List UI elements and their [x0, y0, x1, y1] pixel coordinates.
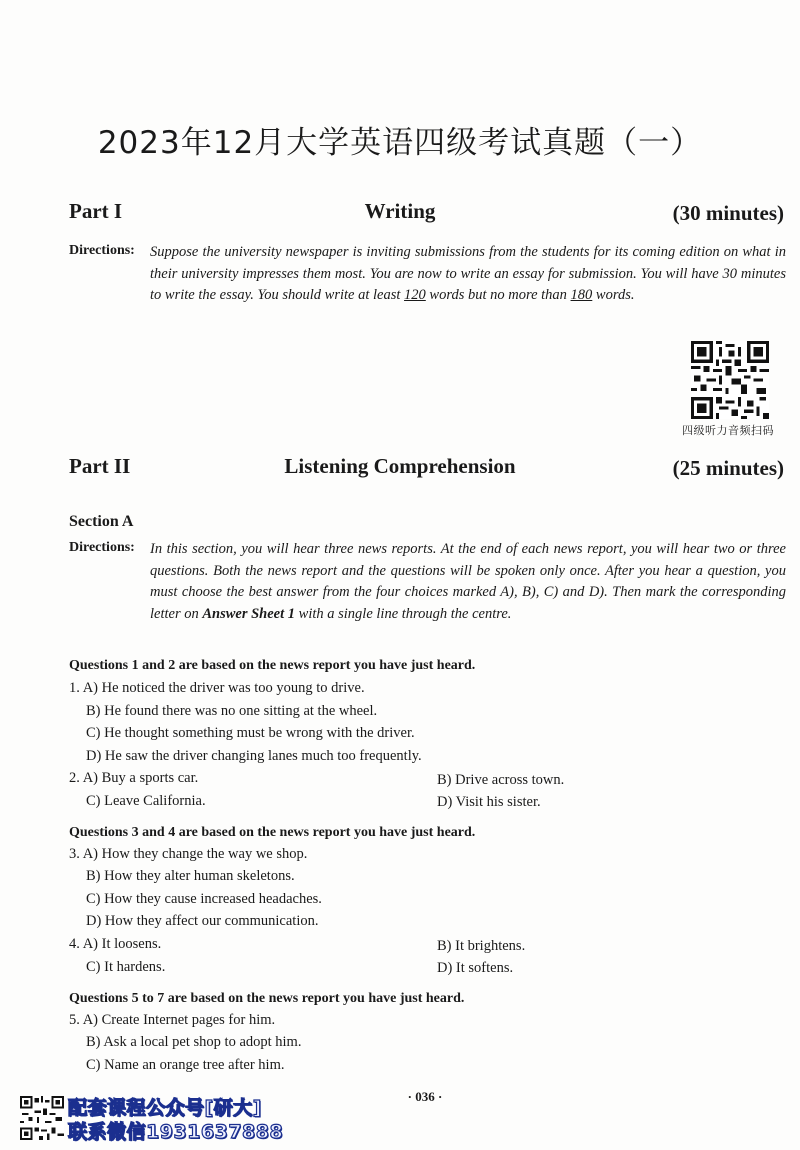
q3-option-b[interactable]: B) How they alter human skeletons. — [86, 868, 295, 884]
page-title: 2023年12月大学英语四级考试真题（一） — [97, 125, 703, 161]
part1-name: Writing — [364, 199, 436, 223]
q5-option-c[interactable]: C) Name an orange tree after him. — [86, 1057, 285, 1073]
question-group-heading: Questions 3 and 4 are based on the news report you have just heard. — [69, 825, 476, 840]
q5-option-b[interactable]: B) Ask a local pet shop to adopt him. — [86, 1034, 302, 1050]
qr-caption: 四级听力音频扫码 — [682, 424, 774, 437]
q5-option-a[interactable]: 5. A) Create Internet pages for him. — [69, 1012, 276, 1028]
part2-directions-text: In this section, you will hear three news reports. At the end of each news report, you will hear two or three questions. Both the news report and the questions will be spoken only once. After you hear a question, you must choose the best answer from the four choices marked A), B), C) and D). Then mark the corresponding letter on Answer Sheet 1 with a single line through the centre. — [150, 541, 786, 622]
q2-option-d[interactable]: D) Visit his sister. — [437, 794, 541, 810]
part1-time: (30 minutes) — [672, 201, 784, 225]
q4-option-c[interactable]: C) It hardens. — [86, 959, 166, 975]
part2-time: (25 minutes) — [672, 456, 784, 480]
q2-option-c[interactable]: C) Leave California. — [86, 793, 206, 809]
part1-label: Part I — [69, 199, 123, 223]
part2-label: Part II — [69, 454, 131, 478]
q2-option-b[interactable]: B) Drive across town. — [437, 772, 565, 788]
q4-option-d[interactable]: D) It softens. — [437, 960, 514, 976]
promo-qr-code-icon[interactable] — [20, 1096, 64, 1140]
part1-directions-text: Suppose the university newspaper is inviting submissions from the students for its coming edition on what in their university impresses them most. You are now to write an essay for submission. You will have 30 minutes to write the essay. You should write at least 120 words but no more than 180 words. — [150, 244, 786, 303]
part2-directions-label: Directions: — [69, 540, 135, 555]
promo-line-1: 配套课程公众号[研大] — [68, 1097, 262, 1119]
q4-option-a[interactable]: 4. A) It loosens. — [69, 936, 162, 952]
q1-option-b[interactable]: B) He found there was no one sitting at the wheel. — [86, 703, 378, 719]
q3-option-d[interactable]: D) How they affect our communication. — [86, 913, 319, 929]
max-words: 180 — [570, 287, 593, 303]
part2-name: Listening Comprehension — [284, 454, 516, 478]
q3-option-c[interactable]: C) How they cause increased headaches. — [86, 891, 322, 907]
min-words: 120 — [404, 287, 426, 303]
question-group-heading: Questions 5 to 7 are based on the news report you have just heard. — [69, 991, 465, 1006]
answer-sheet-label: Answer Sheet 1 — [202, 605, 296, 622]
section-a-title: Section A — [69, 513, 134, 530]
q1-option-d[interactable]: D) He saw the driver changing lanes much too frequently. — [86, 748, 422, 764]
q4-option-b[interactable]: B) It brightens. — [437, 938, 526, 954]
part1-directions-label: Directions: — [69, 243, 135, 258]
q3-option-a[interactable]: 3. A) How they change the way we shop. — [69, 846, 308, 862]
page-number: · 036 · — [407, 1089, 443, 1104]
q1-option-c[interactable]: C) He thought something must be wrong with the driver. — [86, 725, 415, 741]
q1-option-a[interactable]: 1. A) He noticed the driver was too young to drive. — [69, 680, 365, 696]
q2-option-a[interactable]: 2. A) Buy a sports car. — [69, 770, 199, 786]
qr-code-icon[interactable] — [691, 341, 769, 419]
question-group-heading: Questions 1 and 2 are based on the news report you have just heard. — [69, 658, 476, 673]
promo-line-2: 联系微信1931637888 — [68, 1121, 284, 1143]
